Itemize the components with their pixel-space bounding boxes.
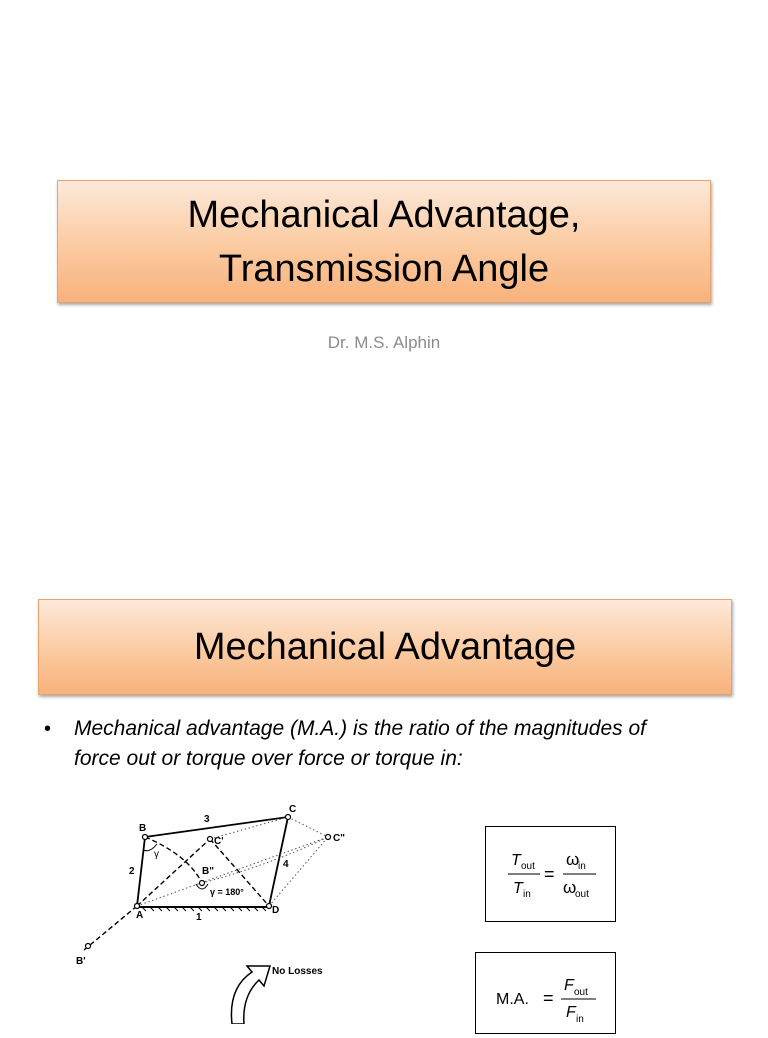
eq1-T-in: T — [513, 880, 523, 897]
linkage-diagram — [70, 800, 360, 970]
label-D: D — [272, 905, 280, 916]
eq1-T-out-sub: out — [521, 861, 535, 872]
equation-speed-ratio — [486, 827, 615, 921]
label-B-prime: B' — [76, 956, 86, 967]
bullet-line-1: Mechanical advantage (M.A.) is the ratio of the magnitudes of — [74, 717, 646, 740]
label-B-dprime: B" — [202, 866, 214, 877]
eq1-T-out: T — [511, 852, 521, 869]
label-C-prime: C' — [214, 836, 224, 847]
label-gamma: γ — [154, 849, 159, 860]
slide-title — [188, 188, 581, 296]
equation-ma — [476, 953, 615, 1033]
title-line-2: Transmission Angle — [218, 247, 550, 290]
label-C: C — [289, 804, 297, 815]
bullet-line-2: force out or torque over force or torque in: — [74, 747, 463, 770]
eq1-omega-in-sub: in — [578, 861, 586, 872]
no-losses-label: No Losses — [272, 966, 323, 977]
title-line-1: Mechanical Advantage, — [187, 193, 581, 236]
label-A: A — [136, 910, 144, 921]
label-gamma-180: γ = 180° — [210, 887, 244, 897]
eq2-F-out: F — [564, 977, 574, 994]
eq2-F-out-sub: out — [574, 987, 588, 998]
no-losses-diagram — [220, 958, 340, 1024]
eq1-omega-out-sub: out — [575, 889, 589, 900]
label-B: B — [139, 823, 147, 834]
eq2-F-in: F — [566, 1004, 576, 1021]
label-C-dprime: C" — [333, 833, 345, 844]
eq1-T-in-sub: in — [523, 889, 531, 900]
eq1-omega-out: ω — [563, 878, 577, 897]
bullet-icon: • — [44, 718, 52, 740]
slide-title-2: Mechanical Advantage — [193, 626, 577, 668]
eq1-omega-in: ω — [566, 850, 580, 869]
equation-box-speed-ratio — [485, 826, 616, 922]
link-3 — [145, 817, 288, 837]
curved-arrow-icon — [231, 966, 270, 1024]
eq1-equals: = — [544, 864, 555, 884]
author-subtitle: Dr. M.S. Alphin — [327, 333, 441, 352]
eq2-lhs: M.A. — [496, 991, 529, 1008]
label-link-2: 2 — [129, 866, 135, 877]
eq2-F-in-sub: in — [576, 1014, 584, 1025]
label-link-1: 1 — [196, 912, 202, 923]
bullet-text — [74, 714, 734, 774]
ground-hatch — [138, 907, 270, 911]
eq2-equals: = — [543, 988, 554, 1008]
title-box-slide1 — [57, 180, 711, 303]
title-box-slide2 — [38, 599, 732, 695]
label-link-4: 4 — [283, 859, 289, 870]
bullet-item — [44, 714, 734, 774]
label-link-3: 3 — [204, 814, 210, 825]
equation-box-ma — [475, 952, 616, 1034]
link-2 — [137, 837, 145, 906]
pivot-points — [86, 815, 331, 949]
